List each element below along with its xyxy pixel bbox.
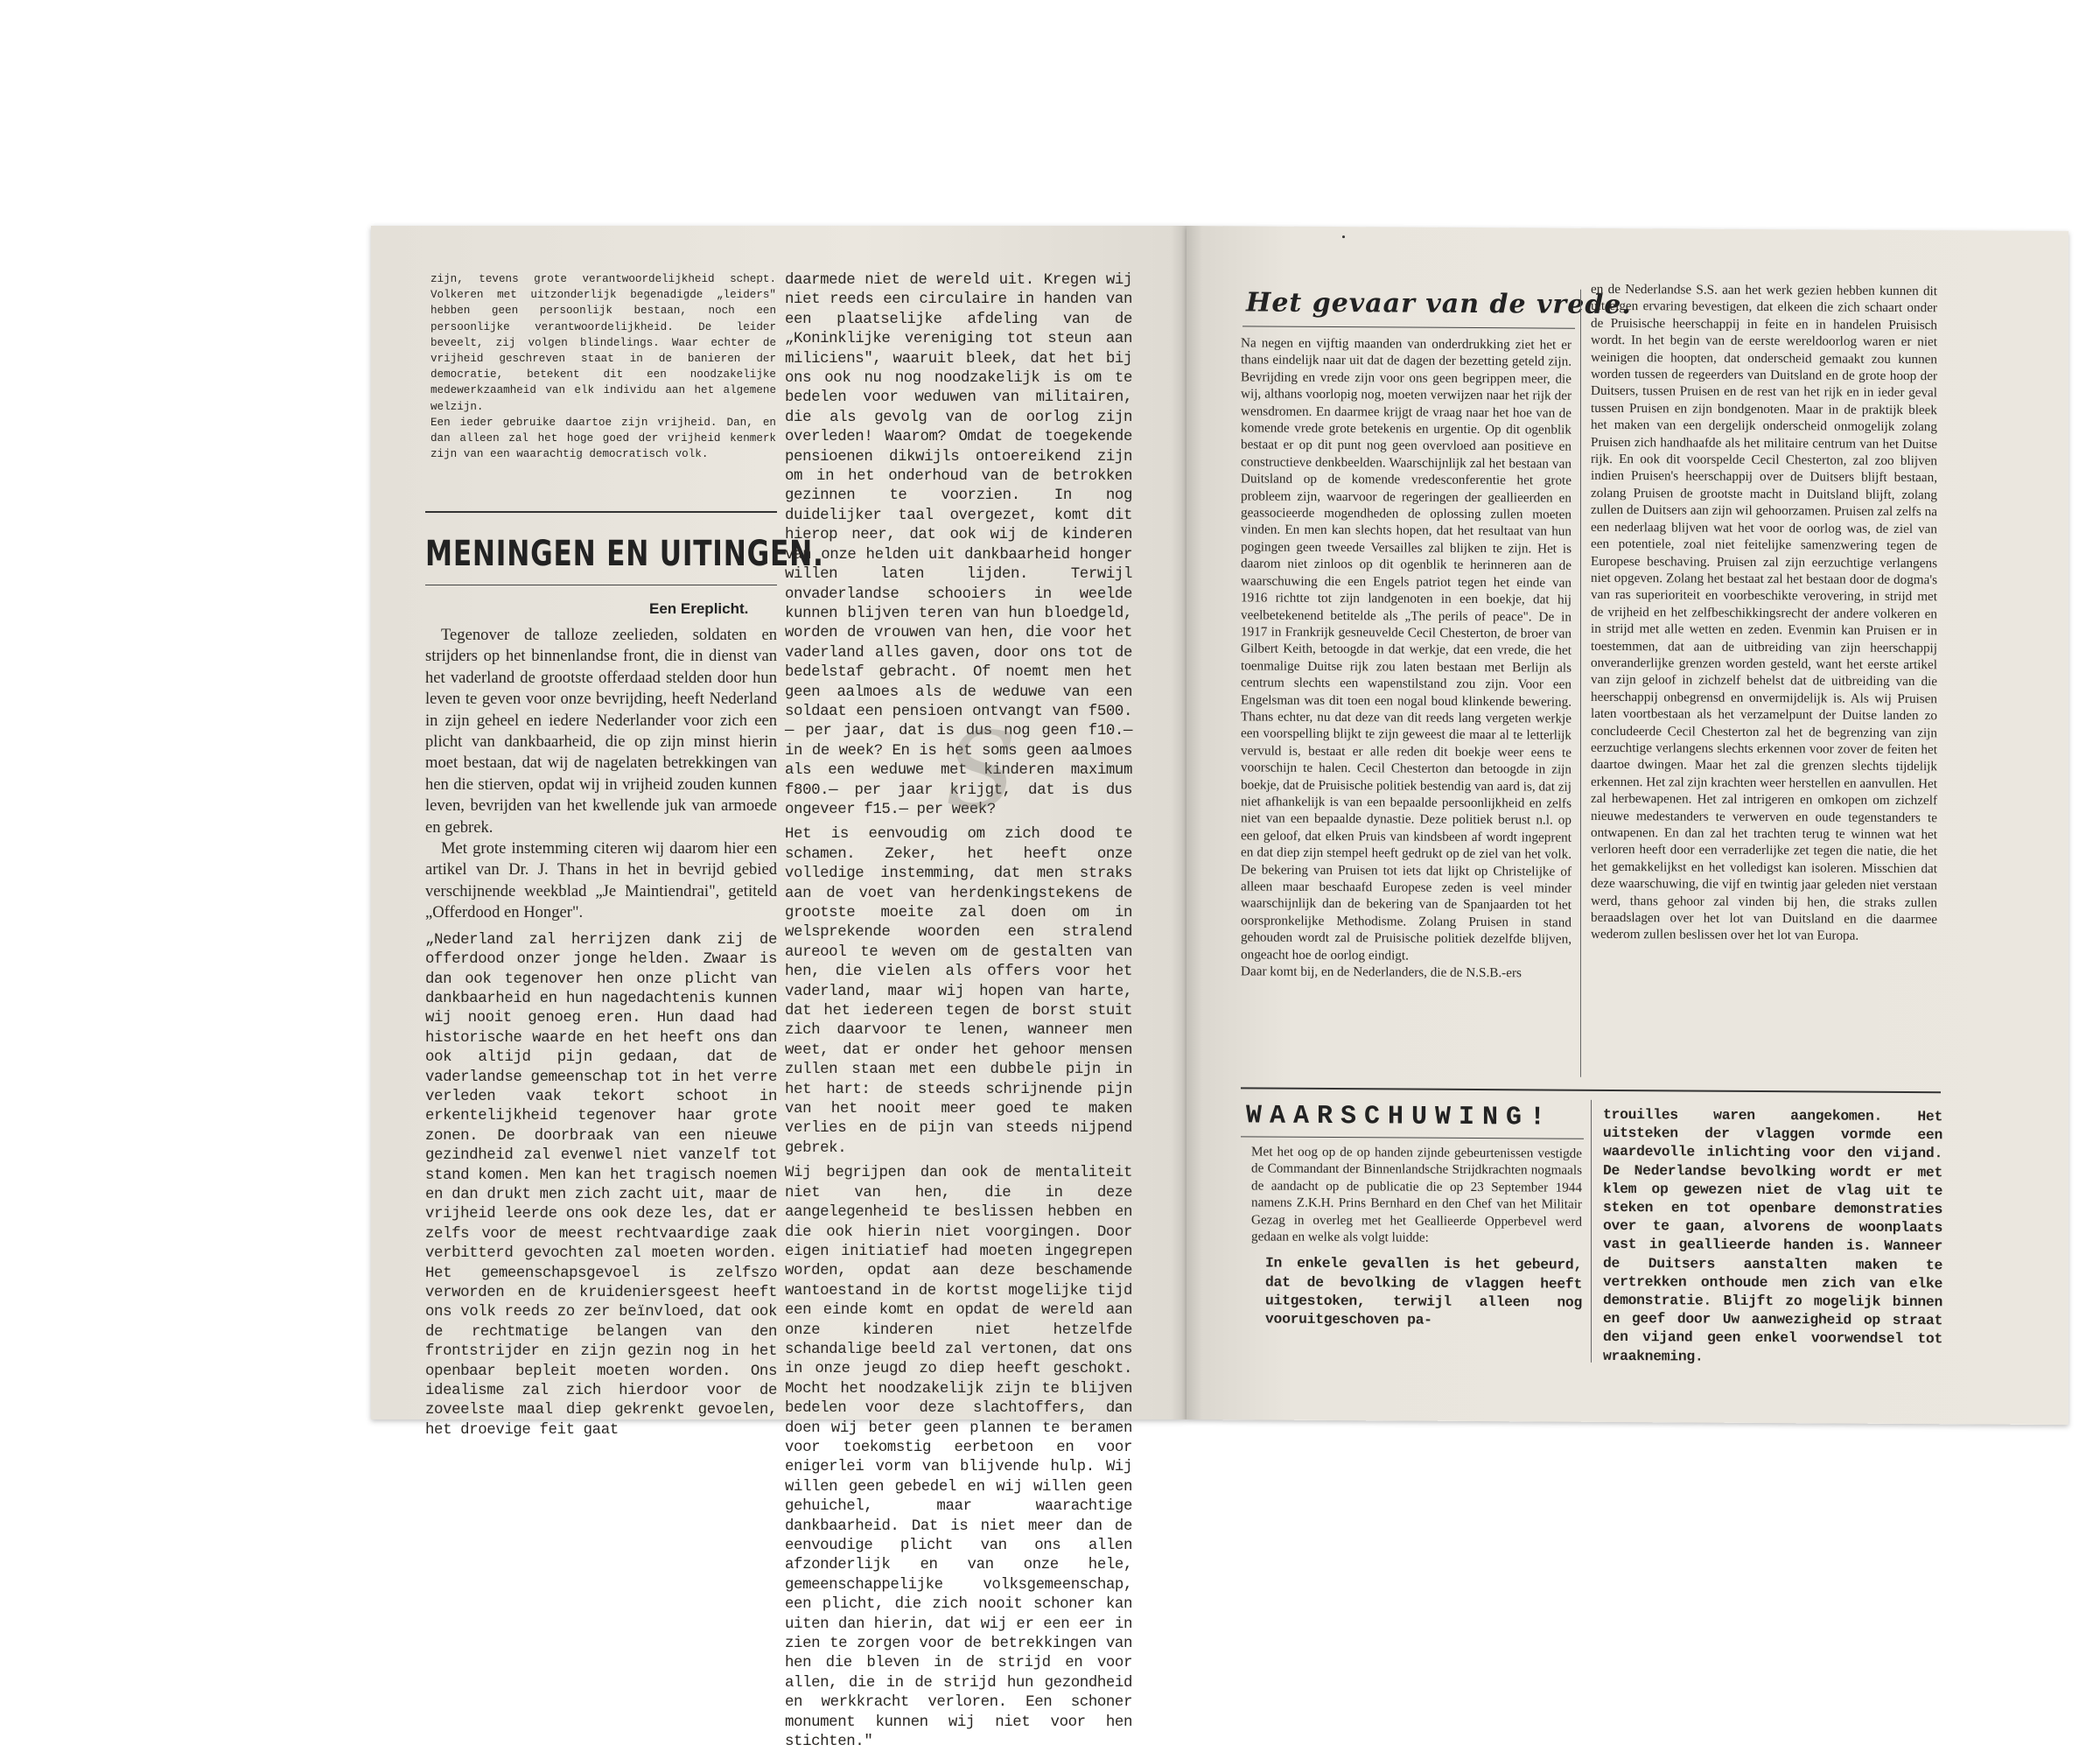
left-column-1-body — [425, 625, 777, 1440]
article-subheading: Een Ereplicht. — [649, 600, 749, 617]
right-column-2 — [1591, 281, 1937, 945]
watermark-letter: S — [945, 711, 1018, 832]
right-page — [1186, 226, 2068, 1425]
article-body-col-1: Na negen en vijftig maanden van onderdrukking ziet het er thans eindelijk naar uit dat de dagen der bezetting geteld zijn. Bevrijding en vrede zijn voor ons geen begrippen meer, die wij, althans voorlopig nog, moeten verwijzen naar het rijk der wensdromen. En daarmee krijgt de vraag naar het hoe van de komende vrede grote betekenis en urgentie. Op dit ogenblik bestaat er op dit punt nog geen overvloed aan positieve en constructieve denkbeelden. Waarschijnlijk zal het bestaan van Duitsland op de komende vredesconferentie het grote probleem zijn, waarvoor de regeringen der geallieerden en geassocieerde mogendheden de oplossing zullen moeten vinden. En men kan slechts hopen, dat het resultaat van hun pogingen geen tweede Versailles zal blijken te zijn. Het is daarom niet zinloos op dit ogenblik te herinneren aan de waarschuwing die een Engels patriot tegen het einde van 1916 richtte tot zijn landgenoten in een boekje, dat hij veelbetekenend betitelde als „The perils of peace". De in 1917 in Frankrijk gesneuvelde Cecil Chesterton, de broer van Gilbert Keith, betoogde in dat werkje, dat een vrede, die het toenmalige Duitse rijk zou laten bestaan met Berlijn als centrum slechts een wapenstilstand zou zijn. Voor een Engelsman was dit toen een nogal boud klinkende bewering. Thans echter, nu dat deze van dit reeds lang vergeten werkje een voorspelling blijkt te zijn geweest die maar al te letterlijk vervuld is, bestaat er alle reden dit boekje weer eens te voorschijn te halen. Cecil Chesterton dan betoogde in zijn boekje, dat de Pruisische politiek bestendig van aard is, dat zij niet afhankelijk is van een bepaalde persoonlijkheid en zelfs niet van een bepaalde dynastie. Deze politiek berust n.l. op een geloof, dat elken Pruis van kindsbeen af wordt ingeprent en dat diep zijn stempel heeft gedrukt op de ziel van het volk. De bekering van Pruisen tot iets dat lijkt op Christelijke of alleen maar beschaafd Europese zeden is veel minder waarschijnlijk dan de bekering van de Spanjaarden tot het oorspronkelijke Methodisme. Zolang Pruisen in stand gehouden wordt zal de Pruisische politiek dezelfde blijven, ongeacht hoe de oorlog eindigt. — [1241, 335, 1572, 964]
left-column-2 — [785, 271, 1132, 1752]
title-underline — [1242, 326, 1575, 328]
warning-column-1 — [1251, 1143, 1582, 1330]
right-column-1 — [1241, 334, 1572, 982]
article-title: Het gevaar van de vrede. — [1246, 287, 1632, 321]
column-divider — [1580, 290, 1581, 1077]
warning-column-divider — [1591, 1100, 1592, 1363]
column-2-paragraph-3: Wij begrijpen dan ook de mentaliteit niet van hen, die in deze aangelegenheid te beslissen hebben en die ook hierin niet voorgingen. Door eigen initiatief had moeten ingegrepen worden, opdat aan deze beschamende wantoestand in de kortst mogelijke tijd een einde komt en opdat de wereld aan onze kinderen niet hetzelfde schandalige beeld zal vertonen, dat ons in onze jeugd zo diep heeft geschokt. Mocht het noodzakelijk zijn te blijven bedelen voor deze slachtoffers, dan doen wij beter geen plannen te beramen voor toekomstig eerbetoon en voor enigerlei vorm van blijvende hulp. Wij willen geen gebedel en wij willen geen gehuichel, maar waarachtige dankbaarheid. Dat is niet meer dan de eenvoudige plicht van ons allen afzonderlijk en van onze hele, gemeenschappelijke volksgemeenschap, een plicht, die zich nooit schoner kan uiten dan hierin, dat wij er een eer in zien te zorgen voor de betrekkingen van hen die bleven in de strijd en voor allen, die in de strijd hun gezondheid en werkkracht verloren. Een schoner monument kunnen wij niet voor hen stichten." — [785, 1165, 1132, 1751]
article-body-col-2: en de Nederlandse S.S. aan het werk gezien hebben kunnen dit uit eigen ervaring bevestigen, dat elkeen die zich schaart onder de Pruisische heerschappij in feite en in handelen Pruisisch wordt. In het begin van de eerste wereldoorlog waren er niet weinigen die hoopten, dat onderscheid gemaakt zou kunnen worden tussen de regeerders van Duitsland en de grote hoop der Duitsers, tussen Pruisen en de rest van het rijk en in ieder geval tussen Pruisen en zijn bondgenoten. Maar in de praktijk bleek het maken van een dergelijk onderscheid onmogelijk zolang Pruisen zich handhaafde als het militaire centrum van het Duitse rijk. En ook dit voorspelde Cecil Chesterton, zal zoo blijven indien Pruisen's heerschappij over de Duitsers blijft bestaan, zolang Pruisen de grootste macht in Duitsland blijft, zolang zullen de Duitsers aan zijn wil gehoorzamen. Pruisen zal zelfs na een nederlaag blijven wat het voor de oorlog was, de ziel van een potentiele, zoal niet feitelijke samenzwering tegen de Europese beschaving. Pruisen zal zijn eerzuchtige verlangens niet opgeven. Zolang het bestaat zal het bestaan door de dogma's van ras superioriteit en voorbeschikte verovering, in strijd met de vrijheid en het zelfbeschikkingsrecht der andere volkeren en in strijd met alle wetten en zeden. Evenmin kan Pruisen er in toestemmen, dat aan de uitbreiding van zijn heerschappij onveranderlijke grenzen worden gesteld, want het eerste artikel van zijn geloof in zichzelf behelst dat de uitbreiding van die heerschappij onbegrensd en onvermijdelijk is. Als wij Pruisen laten voortbestaan als het verzamelpunt der Duitse landen zo concludeerde Cecil Chesterton zal het de begrenzing van zijn eerzuchtige verlangens slechts erkennen voor zover de feiten het daartoe dwingen. Maar het zal die grenzen slechts tijdelijk erkennen. Het zal zijn krachten weer herstellen en aanvullen. Het zal herbewapenen. Het zal intrigeren en omkopen om zichzelf nieuwe medestanders te verwerven en oude tegenstanders te ontwapenen. En dan zal het trachten terug te winnen wat het verloren heeft door een verraderlijke zet tegen die natie, die het het gemakkelijkst en het volledigst kan isoleren. Misschien dat deze waarschuwing, die vijf en twintig jaar geleden niet verstaan werd, thans gehoor zal vinden bij hen, die straks zullen beraadslagen over het lot van Duitsland en die daarmee wederom zullen beslissen over het lot van Europa. — [1591, 281, 1937, 944]
article-paragraph-2: Met grote instemming citeren wij daarom hier een artikel van Dr. J. Thans in het in bevrijd gebied verschijnende weekblad „Je Maintiendrai", getiteld „Offerdood en Honger". — [425, 839, 777, 922]
article-paragraph-1: Tegenover de talloze zeelieden, soldaten en strijders op het binnenlandse front, die in dienst van het vaderland de grootste offerdaad stelden door hun leven te geven voor onze bevrijding, heeft Nederland in zijn geheel en iedere Nederlander voor zich een plicht van dankbaarheid, die op zijn minst hierin moet bestaan, dat wij de nagelaten betrekkingen van hen die stierven, opdat wij in vrijheid zouden kunnen leven, bevrijden van het kwellende juk van armoede en gebrek. — [425, 626, 777, 837]
article-body-col-1-last: Daar komt bij, en de Nederlanders, die de N.S.B.-ers — [1241, 964, 1522, 981]
warning-intro: Met het oog op de op handen zijnde gebeurtenissen vestigde de Commandant der Binnenlandsche Strijdkrachten nogmaals de aandacht op de publicatie die op 23 September 1944 namens Z.K.H. Prins Bernhard en den Chef van het Militair Gezag in overleg met het Geallieerde Opperbevel werd gedaan en welke als volgt luidde: — [1251, 1144, 1582, 1245]
warning-title: WAARSCHUWING! — [1246, 1101, 1554, 1133]
article-end-rule — [1241, 1087, 1941, 1093]
intro-paragraph: zijn, tevens grote verantwoordelijkheid schept. Volkeren met uitzonderlijk begenadigde „leiders" hebben geen persoonlijk bestaan, noch een persoonlijke verantwoordelijkheid. De leider beveelt, zij volgen blindelings. Waar echter de vrijheid geschreven staat in de banieren der democratie, betekent dit een noodzakelijke medewerkzaamheid van elk individu aan het algemene welzijn. — [430, 273, 776, 413]
left-column-1 — [430, 271, 776, 462]
section-title: MENINGEN EN UITINGEN. — [425, 534, 824, 574]
left-page — [371, 226, 1186, 1751]
column-2-paragraph-1: daarmede niet de wereld uit. Kregen wij niet reeds een circulaire in handen van een plaatselijke afdeling van de „Koninklijke vereniging tot steun aan miliciens", waaruit bleek, dat het bij ons ook nu nog noodzakelijk is om te bedelen voor weduwen van militairen, die als gevolg van de oorlog zijn overleden! Waarom? Omdat de toegekende pensioenen dikwijls ontoereikend zijn om in het onderhoud van de betrokken gezinnen te voorzien. In nog duidelijker taal overgezet, komt dit hierop neer, dat ook wij de kinderen van onze helden uit dankbaarheid honger willen laten lijden. Terwijl onvaderlandse schooiers in weelde kunnen blijven teren van hun bloedgeld, worden de vrouwen van hen, die voor het vaderland alles gaven, door ons tot de bedelstaf gebracht. Of noemt men het geen aalmoes als de weduwe van een soldaat een pensioen ontvangt van f500.— per jaar, dat is dus nog geen f10.— in de week? En is het soms geen aalmoes als een weduwe met kinderen maximum f800.— per jaar krijgt, dat is dus ongeveer f15.— per week? — [785, 272, 1132, 818]
warning-title-underline — [1241, 1136, 1584, 1139]
quote-paragraph: „Nederland zal herrijzen dank zij de offerdood onzer jonge helden. Zwaar is dan ook tegenover hen onze plicht van dankbaarheid en hun nagedachtenis kunnen wij nooit genoeg eren. Hun daad had historische waarde en het heeft ons dan ook altijd pijn gedaan, dat de vaderlandse gemeenschap tot in het verre verleden vaak tekort schoot in erkentelijkheid tegenover haar grote zonen. De doorbraak van een nieuwe gezindheid zal evenwel niet vanzelf tot stand komen. Men kan het tragisch noemen en dan drukt men zich zacht uit, maar de vrijheid leerde ons ook deze les, dat er zelfs voor de meest rechtvaardige zaak verbitterd gevochten zal moeten worden. Het gemeenschapsgevoel is zelfszo verworden en de kruideniersgeest heeft ons volk reeds zo zer beïnvloed, dat ook de rechtmatige belangen van den frontstrijder en zijn gezin nog in het openbaar bepleit moeten worden. Ons idealisme zal zich hierdoor voor de zoveelste maal diep gekrenkt gevoelen, het droevige feit gaat — [425, 931, 777, 1439]
section-rule-top — [425, 511, 777, 513]
warning-column-2 — [1603, 1105, 1942, 1367]
print-speck — [1342, 235, 1345, 238]
warning-bold-2: trouilles waren aangekomen. Het uitsteken der vlaggen vormde een waardevolle inlichting voor den vijand. De Nederlandse bevolking wordt er met klem op gewezen niet de vlag uit te steken en tot openbare demonstraties over te gaan, alvorens de woonplaats vast in geallieerde handen is. Wanneer de Duitsers aanstalten maken te vertrekken onthoude men zich van elke demonstratie. Blijft zo mogelijk binnen en geef door Uw aanwezigheid op straat den vijand geen enkel voorwendsel tot wraakneming. — [1603, 1105, 1942, 1365]
column-2-paragraph-2: Het is eenvoudig om zich dood te schamen. Zeker, het heeft onze volledige instemming, dat men straks aan de voet van herdenkingstekens de grootste moeite zal doen om in welsprekende woorden een stralend aureool te weven om de gestalten van hen, die vielen als offers voor het vaderland, maar wij hopen van harte, dat het iedereen tegen de borst stuit zich daarvoor te lenen, wanneer men weet, dat er onder het gehoor mensen zullen staan met een dubbele pijn in het hart: de steeds schrijnende pijn van het nooit meer goed te maken verlies en de pijn van steeds nijpend gebrek. — [785, 826, 1132, 1157]
intro-paragraph-2: Een ieder gebruike daartoe zijn vrijheid. Dan, en dan alleen zal het hoge goed der vrijheid kenmerk zijn van een waarachtig democratisch volk. — [430, 416, 776, 461]
warning-bold-1: In enkele gevallen is het gebeurd, dat de bevolking de vlaggen heeft uitgestoken, terwijl alleen nog vooruitgeschoven pa- — [1265, 1254, 1582, 1328]
